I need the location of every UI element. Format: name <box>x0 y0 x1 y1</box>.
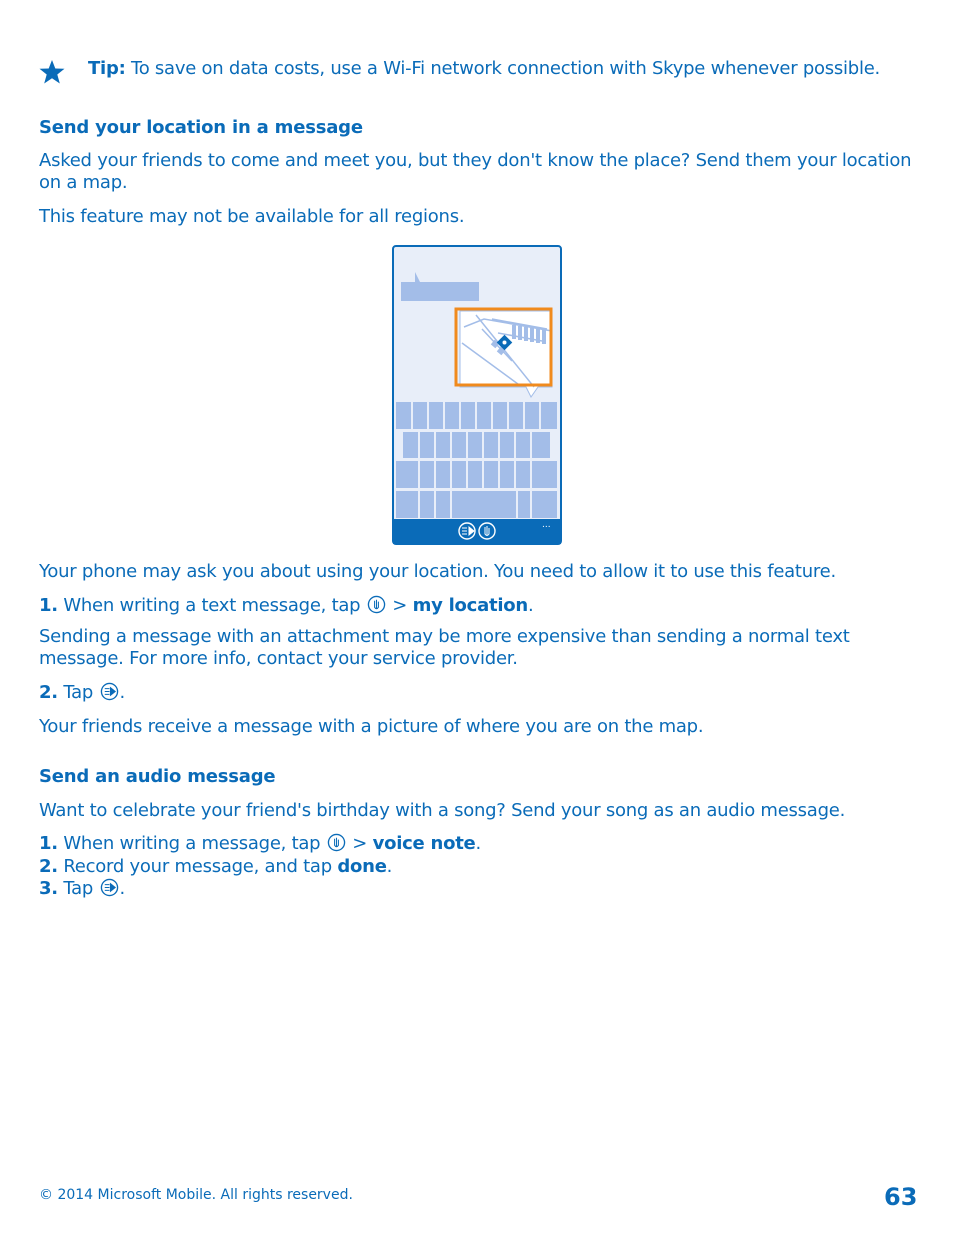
attach-icon <box>327 833 346 852</box>
step-text: Tap <box>57 682 99 703</box>
tip-label: Tip: <box>88 58 126 79</box>
location-cost-note: Sending a message with an attachment may be more expensive than sending a normal text message. For more info, contact your service provider. <box>39 626 850 669</box>
phone-location-illustration <box>392 245 562 545</box>
audio-step-3 <box>39 878 919 900</box>
location-permission: Your phone may ask you about using your location. You need to allow it to use this feature. <box>39 561 836 582</box>
step-option: voice note <box>372 833 476 854</box>
step-number: 1. <box>39 595 58 616</box>
step-option: my location <box>412 595 528 616</box>
step-separator: > <box>346 833 373 854</box>
section-heading-location: Send your location in a message <box>39 117 363 138</box>
copyright: © 2014 Microsoft Mobile. All rights reserved. <box>39 1187 353 1203</box>
step-end: . <box>475 833 482 854</box>
step-number: 1. <box>39 833 58 854</box>
step-text: Record your message, and tap <box>57 856 338 877</box>
audio-step-1 <box>39 833 919 855</box>
step-number: 2. <box>39 856 58 877</box>
star-icon <box>38 58 66 86</box>
send-icon <box>100 682 119 701</box>
location-availability: This feature may not be available for all regions. <box>39 206 465 227</box>
tip-text: To save on data costs, use a Wi-Fi network connection with Skype whenever possible. <box>125 58 881 79</box>
step-text: When writing a message, tap <box>57 833 326 854</box>
step-end: . <box>119 682 126 703</box>
attach-icon <box>367 595 386 614</box>
step-end: . <box>386 856 393 877</box>
step-option: done <box>337 856 387 877</box>
map-thumbnail <box>456 309 552 397</box>
audio-intro: Want to celebrate your friend's birthday with a song? Send your song as an audio message. <box>39 800 846 821</box>
step-text: When writing a text message, tap <box>57 595 366 616</box>
location-intro: Asked your friends to come and meet you, but they don't know the place? Send them your location on a map. <box>39 150 912 193</box>
send-icon <box>100 878 119 897</box>
step-number: 3. <box>39 878 58 899</box>
location-step-1 <box>39 595 919 617</box>
menu-dots: ... <box>542 520 551 530</box>
audio-step-2 <box>39 856 919 878</box>
step-separator: > <box>386 595 413 616</box>
section-heading-audio: Send an audio message <box>39 766 276 787</box>
tip <box>88 57 880 81</box>
step-end: . <box>119 878 126 899</box>
location-step-2 <box>39 682 919 704</box>
step-number: 2. <box>39 682 58 703</box>
location-result: Your friends receive a message with a picture of where you are on the map. <box>39 716 704 737</box>
step-text: Tap <box>57 878 99 899</box>
page-number: 63 <box>884 1183 918 1211</box>
step-end: . <box>527 595 534 616</box>
